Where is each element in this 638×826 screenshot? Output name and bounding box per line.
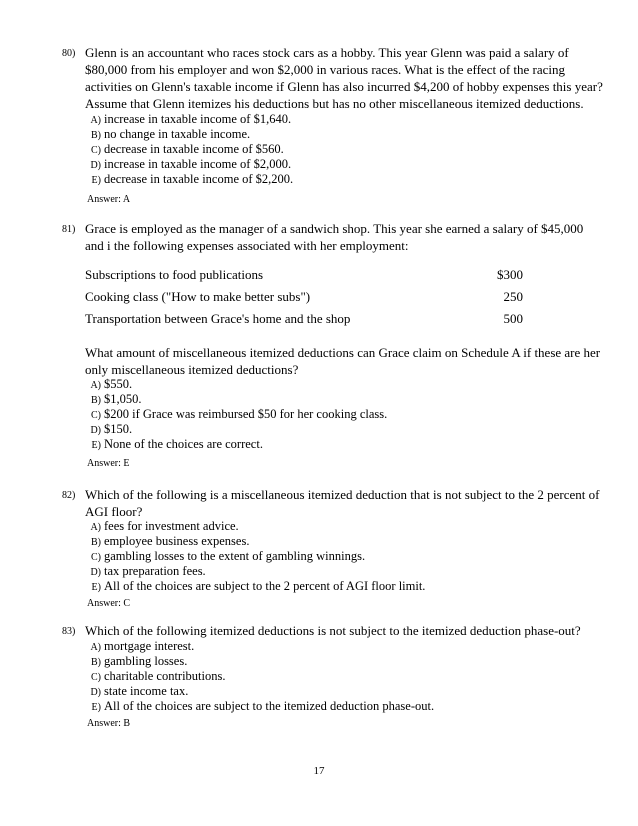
expense-table — [85, 264, 523, 330]
expense-row — [85, 286, 523, 308]
option-a: A) increase in taxable income of $1,640. — [90, 112, 292, 126]
option-c: C) gambling losses to the extent of gambling winnings. — [91, 549, 366, 563]
expense-amount: 250 — [503, 289, 523, 304]
option-c: C) $200 if Grace was reimbursed $50 for her cooking class. — [91, 407, 388, 421]
option-c: C) charitable contributions. — [91, 669, 226, 683]
option-b: B) employee business expenses. — [91, 534, 250, 548]
expense-amount: $300 — [497, 267, 523, 282]
option-d: D) increase in taxable income of $2,000. — [90, 157, 292, 171]
option-c: C) decrease in taxable income of $560. — [91, 142, 284, 156]
question-number: 82) — [62, 490, 76, 501]
option-e: E) All of the choices are subject to the itemized deduction phase-out. — [91, 699, 435, 713]
question-text: Which of the following itemized deductions is not subject to the itemized deduction phase-out? — [85, 623, 581, 638]
option-a: A) $550. — [90, 377, 133, 391]
expense-label: Cooking class ("How to make better subs") — [85, 289, 311, 304]
expense-label: Transportation between Grace's home and the shop — [85, 311, 351, 326]
option-b: B) gambling losses. — [91, 654, 188, 668]
options-list — [85, 519, 605, 594]
question-text: Grace is employed as the manager of a sandwich shop. This year she earned a salary of $45,000 and i the following expenses associated with her employment: — [85, 221, 584, 253]
expense-row — [85, 308, 523, 330]
answer-key: Answer: E — [87, 458, 130, 469]
option-a: A) fees for investment advice. — [90, 519, 239, 533]
answer-key: Answer: B — [87, 718, 131, 729]
options-list — [85, 639, 605, 714]
option-a: A) mortgage interest. — [90, 639, 195, 653]
followup-text: What amount of miscellaneous itemized deductions can Grace claim on Schedule A if these are her only miscellaneous itemized deductions? — [85, 345, 601, 377]
option-b: B) no change in taxable income. — [91, 127, 251, 141]
option-e: E) All of the choices are subject to the 2 percent of AGI floor limit. — [91, 579, 426, 593]
expense-amount: 500 — [503, 311, 523, 326]
option-e: E) decrease in taxable income of $2,200. — [91, 172, 294, 186]
question-number: 81) — [62, 224, 76, 235]
option-d: D) tax preparation fees. — [90, 564, 206, 578]
question-text: Which of the following is a miscellaneous itemized deduction that is not subject to the 2 percent of AGI floor? — [85, 487, 600, 519]
option-d: D) $150. — [90, 422, 133, 436]
answer-key: Answer: A — [87, 194, 131, 205]
expense-label: Subscriptions to food publications — [85, 267, 264, 282]
option-b: B) $1,050. — [91, 392, 142, 406]
option-e: E) None of the choices are correct. — [91, 437, 263, 451]
question-number: 80) — [62, 48, 76, 59]
option-d: D) state income tax. — [90, 684, 189, 698]
page-number: 17 — [313, 765, 325, 777]
expense-row — [85, 264, 523, 286]
options-list — [85, 377, 605, 452]
answer-key: Answer: C — [87, 598, 131, 609]
options-list — [85, 112, 605, 187]
question-text: Glenn is an accountant who races stock cars as a hobby. This year Glenn was paid a salary of $80,000 from his employer and won $2,000 in various races. What is the effect of the racing activities on Glenn's taxable income if Glenn has also incurred $4,200 of hobby expenses this year? Assume that Glenn itemizes his deductions but has no other miscellaneous itemized deductions. — [85, 45, 603, 111]
question-number: 83) — [62, 626, 76, 637]
